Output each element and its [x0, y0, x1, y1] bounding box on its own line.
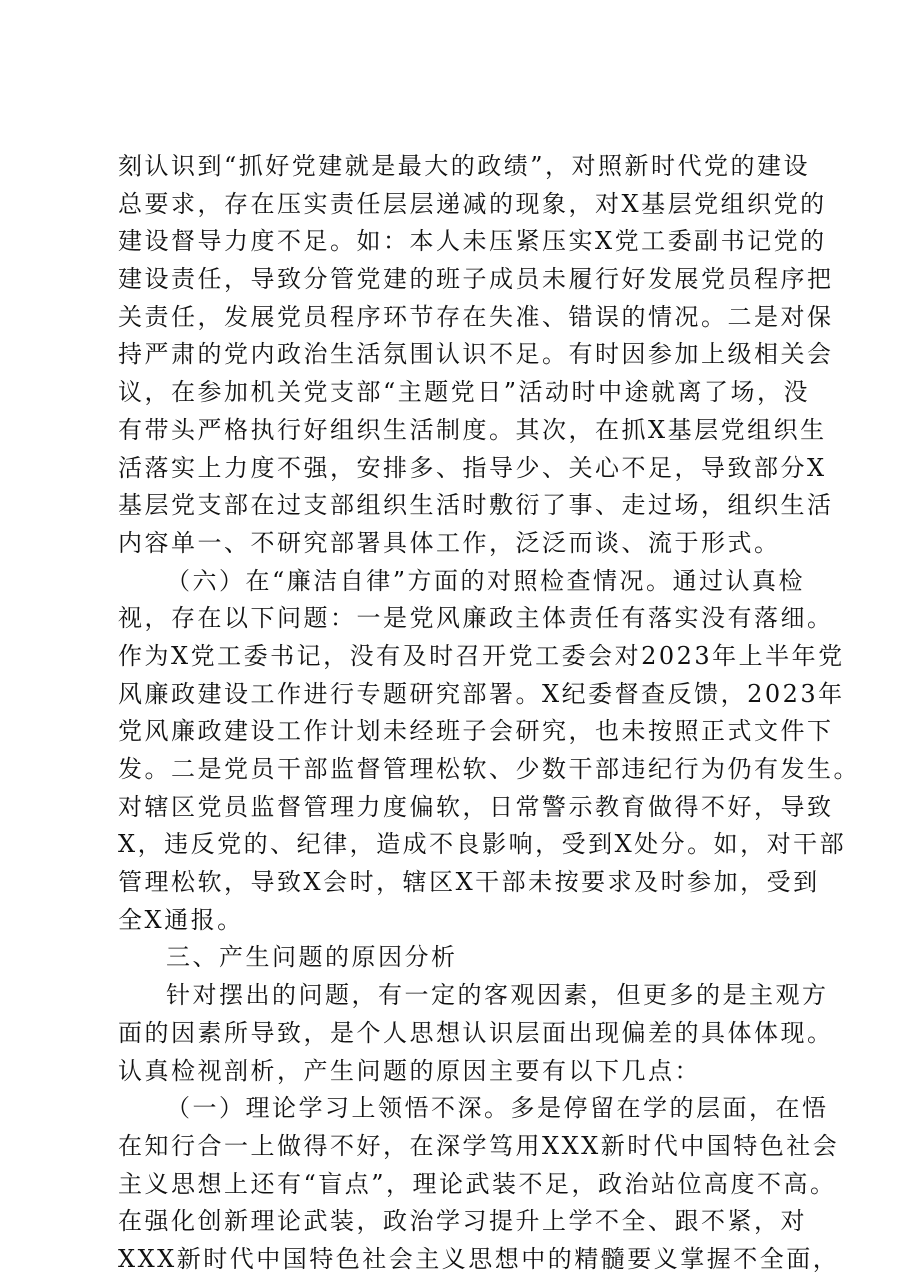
text-line: 活落实上力度不强，安排多、指导少、关心不足，导致部分X: [118, 453, 827, 482]
text-line: 面的因素所导致，是个人思想认识层面出现偏差的具体体现。: [118, 1018, 834, 1047]
text-line: 基层党支部在过支部组织生活时敷衍了事、走过场，组织生活: [118, 491, 834, 520]
text-line: （六）在“廉洁自律”方面的对照检查情况。通过认真检: [166, 566, 806, 595]
text-line: 内容单一、不研究部署具体工作，泛泛而谈、流于形式。: [118, 528, 781, 557]
text-line: 风廉政建设工作进行专题研究部署。X纪委督查反馈，2023年: [118, 679, 845, 708]
text-line: 议，在参加机关党支部“主题党日”活动时中途就离了场，没: [118, 378, 811, 407]
text-line: 总要求，存在压实责任层层递减的现象，对X基层党组织党的: [118, 189, 827, 218]
text-line: 刻认识到“抓好党建就是最大的政绩”，对照新时代党的建设: [118, 152, 811, 180]
document-body: [118, 148, 860, 1279]
text-line: 视，存在以下问题：一是党风廉政主体责任有落实没有落细。: [118, 604, 834, 633]
text-line: 建设责任，导致分管党建的班子成员未履行好发展党员程序把: [118, 265, 834, 294]
text-line: 建设督导力度不足。如：本人未压紧压实X党工委副书记党的: [118, 227, 827, 256]
text-line: 全X通报。: [118, 905, 244, 934]
text-line: 对辖区党员监督管理力度偏软，日常警示教育做得不好，导致: [118, 792, 834, 821]
text-line: 针对摆出的问题，有一定的客观因素，但更多的是主观方: [166, 981, 829, 1010]
text-line: 在知行合一上做得不好，在深学笃用XXX新时代中国特色社会: [118, 1131, 840, 1160]
text-line: 主义思想上还有“盲点”，理论武装不足，政治站位高度不高。: [118, 1169, 837, 1198]
text-line: 党风廉政建设工作计划未经班子会研究，也未按照正式文件下: [118, 717, 834, 746]
text-line: 管理松软，导致X会时，辖区X干部未按要求及时参加，受到: [118, 868, 820, 897]
text-line: 关责任，发展党员程序环节存在失准、错误的情况。二是对保: [118, 302, 834, 331]
text-line: （一）理论学习上领悟不深。多是停留在学的层面，在悟: [166, 1094, 829, 1123]
text-line: 三、产生问题的原因分析: [166, 943, 458, 972]
text-line: 认真检视剖析，产生问题的原因主要有以下几点：: [118, 1056, 701, 1085]
text-line: XXX新时代中国特色社会主义思想中的精髓要义掌握不全面，: [118, 1244, 840, 1273]
text-line: 持严肃的党内政治生活氛围认识不足。有时因参加上级相关会: [118, 340, 834, 369]
text-line: 发。二是党员干部监督管理松软、少数干部违纪行为仍有发生。: [118, 755, 860, 783]
text-line: 有带头严格执行好组织生活制度。其次，在抓X基层党组织生: [118, 415, 827, 444]
text-line: 在强化创新理论武装，政治学习提升上学不全、跟不紧，对: [118, 1207, 807, 1236]
text-line: 作为X党工委书记，没有及时召开党工委会对2023年上半年党: [118, 641, 845, 670]
text-line: X，违反党的、纪律，造成不良影响，受到X处分。如，对干部: [118, 830, 847, 859]
